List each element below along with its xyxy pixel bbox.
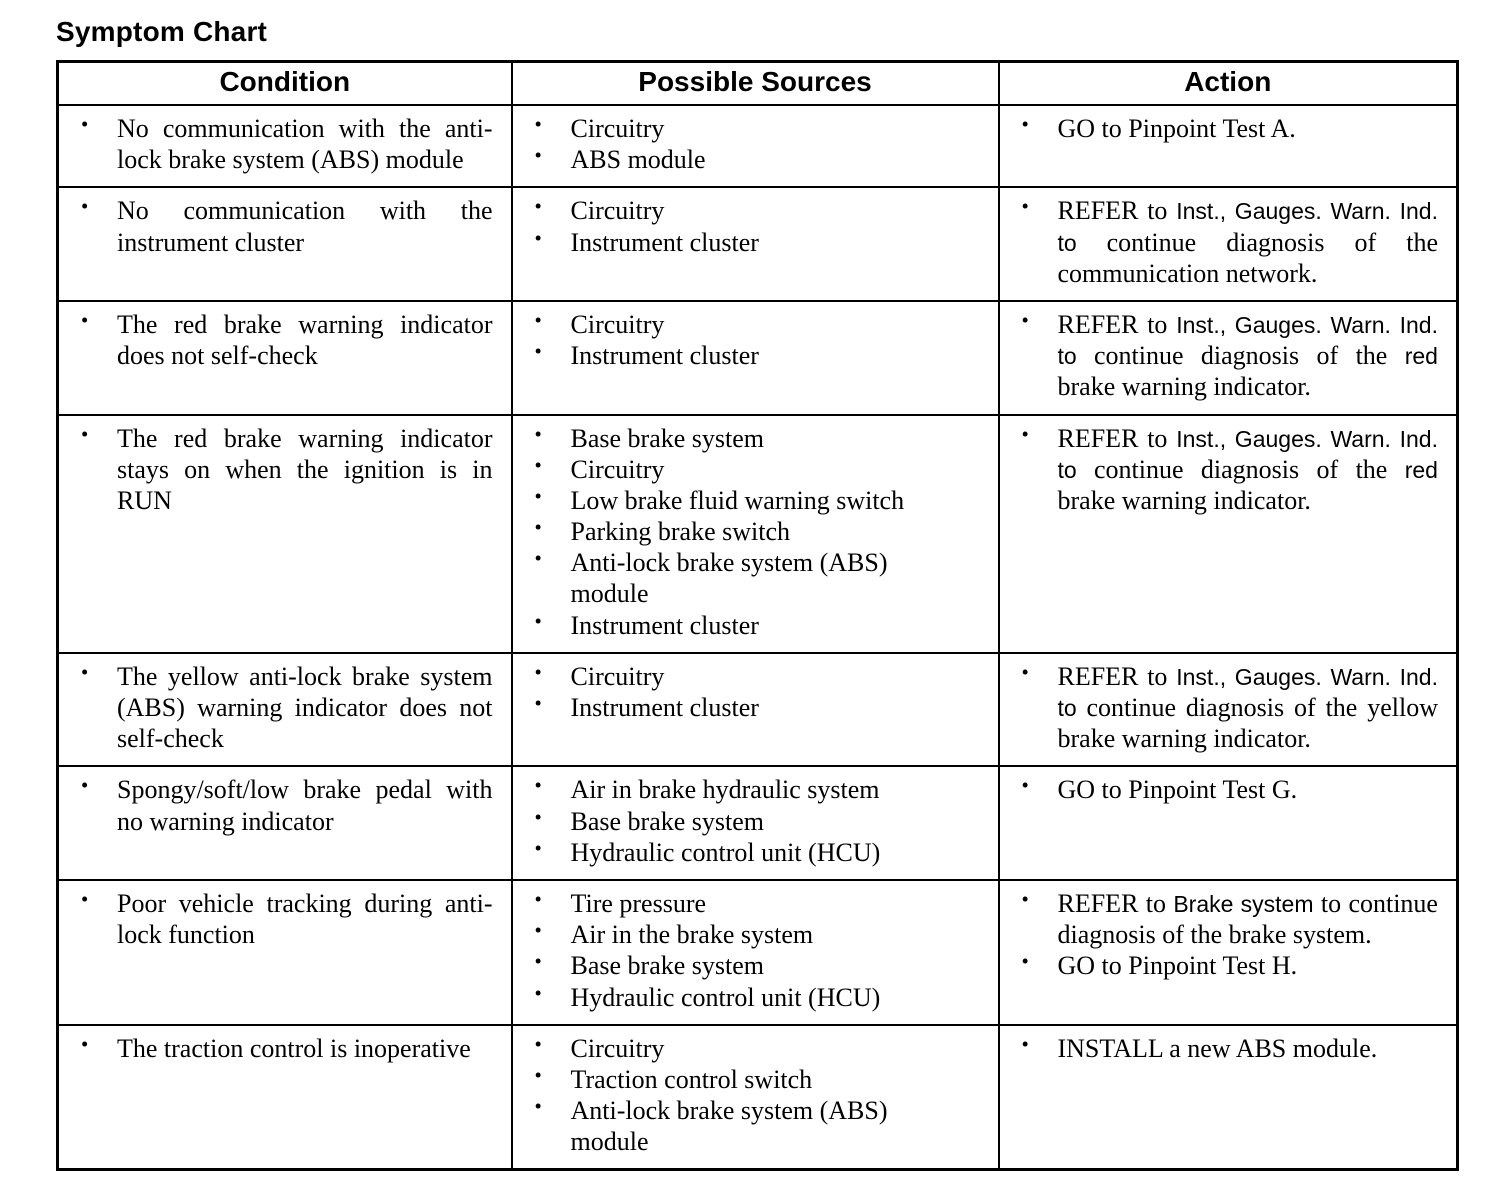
condition-cell (58, 880, 512, 1025)
action-text: to continue diagnosis of the brake system. (1057, 888, 1438, 950)
condition-item: • No communication with the instrument cluster (73, 195, 493, 257)
cross-reference-text: Inst., Gauges. Warn. Ind. to (1057, 425, 1438, 483)
action-bullet-list (1014, 423, 1439, 517)
sources-bullet-list (527, 113, 938, 175)
source-item: • Hydraulic control unit (HCU) (527, 982, 938, 1013)
sources-cell (512, 415, 999, 653)
condition-cell (58, 301, 512, 415)
condition-cell (58, 415, 512, 653)
table-row (58, 766, 1458, 880)
action-cell (999, 880, 1458, 1025)
source-item: • ABS module (527, 144, 938, 175)
sources-bullet-list (527, 661, 938, 723)
action-cell (999, 301, 1458, 415)
action-cell (999, 766, 1458, 880)
column-header-condition: Condition (58, 62, 512, 106)
sources-cell (512, 766, 999, 880)
source-item: • Instrument cluster (527, 227, 938, 258)
action-item (1014, 309, 1439, 403)
source-item: • Air in the brake system (527, 919, 938, 950)
action-text: continue diagnosis of the (1093, 341, 1405, 371)
action-bullet-list (1014, 888, 1439, 982)
action-text: REFER to (1057, 661, 1177, 691)
action-item (1014, 195, 1439, 289)
table-row (58, 880, 1458, 1025)
condition-item: • Poor vehicle tracking during anti-lock function (73, 888, 493, 950)
source-item: • Circuitry (527, 661, 938, 692)
action-text: continue diagnosis of the yellow brake warning indicator. (1057, 693, 1438, 754)
action-bullet-list (1014, 1033, 1439, 1064)
sources-bullet-list (527, 309, 938, 371)
source-item: • Tire pressure (527, 888, 938, 919)
action-bullet-list (1014, 309, 1439, 403)
condition-item: • No communication with the anti-lock brake system (ABS) module (73, 113, 493, 175)
condition-cell (58, 105, 512, 187)
page-title: Symptom Chart (56, 16, 268, 47)
action-text: REFER to (1057, 423, 1177, 453)
sources-cell (512, 1025, 999, 1170)
action-item (1014, 113, 1439, 144)
action-cell (999, 415, 1458, 653)
table-row (58, 1025, 1458, 1170)
action-text: INSTALL a new ABS module. (1057, 1033, 1378, 1063)
action-text: GO to Pinpoint Test H. (1057, 951, 1298, 981)
condition-bullet-list (73, 113, 493, 175)
sources-cell (512, 653, 999, 767)
condition-bullet-list (73, 195, 493, 257)
table-row (58, 415, 1458, 653)
source-item: • Traction control switch (527, 1064, 938, 1095)
condition-item: • The red brake warning indicator stays on when the ignition is in RUN (73, 423, 493, 517)
source-item: • Instrument cluster (527, 610, 938, 641)
sources-bullet-list (527, 195, 938, 257)
action-text: brake warning indicator. (1057, 485, 1311, 515)
action-bullet-list (1014, 195, 1439, 289)
action-text: REFER to (1057, 888, 1174, 918)
sources-cell (512, 187, 999, 301)
action-text: continue diagnosis of the communication network. (1057, 227, 1438, 288)
action-cell (999, 653, 1458, 767)
condition-cell (58, 653, 512, 767)
action-item (1014, 1033, 1439, 1064)
action-text: REFER to (1057, 196, 1177, 226)
condition-cell (58, 1025, 512, 1170)
header-row (58, 62, 1458, 106)
sources-cell (512, 880, 999, 1025)
source-item: • Circuitry (527, 309, 938, 340)
action-bullet-list (1014, 661, 1439, 755)
source-item: • Anti-lock brake system (ABS) module (527, 547, 938, 609)
source-item: • Base brake system (527, 806, 938, 837)
cross-reference-text: red (1404, 456, 1438, 483)
table-row (58, 187, 1458, 301)
action-cell (999, 1025, 1458, 1170)
action-text: continue diagnosis of the (1093, 454, 1405, 484)
sources-cell (512, 105, 999, 187)
action-bullet-list (1014, 774, 1439, 805)
column-header-possible-sources: Possible Sources (512, 62, 999, 106)
source-item: • Anti-lock brake system (ABS) module (527, 1095, 938, 1157)
condition-bullet-list (73, 1033, 493, 1064)
condition-item: • The yellow anti-lock brake system (ABS) warning indicator does not self-check (73, 661, 493, 755)
source-item: • Hydraulic control unit (HCU) (527, 837, 938, 868)
table-row (58, 301, 1458, 415)
condition-bullet-list (73, 774, 493, 836)
action-text: GO to Pinpoint Test A. (1057, 114, 1296, 143)
document-page (56, 16, 1456, 1171)
action-item (1014, 950, 1439, 981)
condition-item: • The traction control is inoperative (73, 1033, 493, 1064)
action-item (1014, 661, 1439, 755)
action-cell (999, 187, 1458, 301)
cross-reference-text: Inst., Gauges. Warn. Ind. to (1057, 663, 1438, 721)
source-item: • Parking brake switch (527, 516, 938, 547)
action-item (1014, 888, 1439, 950)
condition-bullet-list (73, 661, 493, 755)
source-item: • Base brake system (527, 423, 938, 454)
condition-item: • The red brake warning indicator does not self-check (73, 309, 493, 371)
action-item (1014, 423, 1439, 517)
source-item: • Circuitry (527, 113, 938, 144)
source-item: • Base brake system (527, 950, 938, 981)
source-item: • Circuitry (527, 454, 938, 485)
sources-cell (512, 301, 999, 415)
symptom-chart-table (56, 60, 1459, 1171)
action-text: GO to Pinpoint Test G. (1057, 775, 1298, 805)
symptom-table-body (58, 105, 1458, 1170)
action-cell (999, 105, 1458, 187)
cross-reference-text: Inst., Gauges. Warn. Ind. to (1057, 198, 1438, 256)
sources-bullet-list (527, 423, 938, 641)
source-item: • Instrument cluster (527, 340, 938, 371)
action-text: brake warning indicator. (1057, 372, 1311, 402)
sources-bullet-list (527, 888, 938, 1013)
source-item: • Instrument cluster (527, 692, 938, 723)
table-row (58, 653, 1458, 767)
cross-reference-text: Brake system (1173, 890, 1314, 917)
action-item (1014, 774, 1439, 805)
condition-bullet-list (73, 888, 493, 950)
cross-reference-text: Inst., Gauges. Warn. Ind. to (1057, 311, 1438, 370)
action-bullet-list (1014, 113, 1439, 144)
source-item: • Air in brake hydraulic system (527, 774, 938, 805)
condition-bullet-list (73, 423, 493, 517)
action-text: REFER to (1057, 309, 1177, 339)
condition-cell (58, 187, 512, 301)
source-item: • Circuitry (527, 1033, 938, 1064)
condition-bullet-list (73, 309, 493, 371)
table-row (58, 105, 1458, 187)
condition-item: • Spongy/soft/low brake pedal with no warning indicator (73, 774, 493, 836)
sources-bullet-list (527, 774, 938, 868)
column-header-action: Action (999, 62, 1458, 106)
source-item: • Circuitry (527, 195, 938, 226)
sources-bullet-list (527, 1033, 938, 1158)
condition-cell (58, 766, 512, 880)
source-item: • Low brake fluid warning switch (527, 485, 938, 516)
cross-reference-text: red (1404, 343, 1438, 370)
